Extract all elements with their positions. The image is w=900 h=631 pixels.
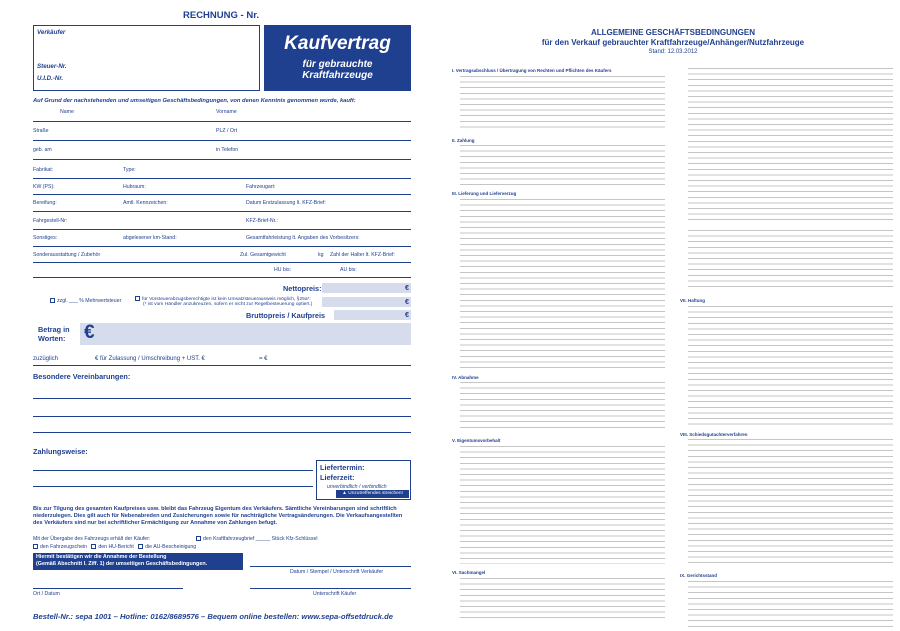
- make-label: Fabrikat:: [33, 167, 54, 173]
- field-line[interactable]: [33, 262, 411, 263]
- terms-section-5-text: [460, 446, 665, 564]
- net-price-label: Nettopreis:: [283, 284, 322, 293]
- seller-signature-label: Datum / Stempel / Unterschrift Verkäufer: [290, 569, 384, 575]
- phone-label: in Telefon: [216, 147, 239, 153]
- gross-weight-label: Zul. Gesamtgewicht: [240, 252, 286, 258]
- hu-report-checkbox[interactable]: [91, 544, 96, 549]
- terms-section-6-end: [688, 230, 893, 290]
- doc-checkbox-row: den Kraftfahrzeugbrief _____ Stück Kfz-Schlüssel: [196, 536, 318, 542]
- gross-price-field[interactable]: [334, 310, 411, 320]
- au-label: AU bis:: [340, 267, 357, 273]
- delivery-date-label: Liefertermin:: [320, 463, 365, 472]
- field-line[interactable]: [33, 432, 411, 433]
- euro-sign: €: [404, 297, 409, 306]
- amount-words-field[interactable]: [80, 323, 411, 345]
- plus-label: zuzüglich: [33, 356, 59, 362]
- vat-checkbox[interactable]: [50, 298, 55, 303]
- field-line[interactable]: [33, 194, 411, 195]
- page-title: Kaufvertrag: [284, 33, 391, 54]
- first-registration-label: Datum Erstzulassung lt. KFZ-Brief:: [246, 200, 326, 206]
- registration-doc-checkbox[interactable]: [196, 536, 201, 541]
- terms-section-3-heading: III. Lieferung und Lieferverzug: [452, 191, 517, 197]
- subtitle-2: Kraftfahrzeuge: [302, 70, 373, 81]
- owner-count-label: Zahl der Halter lt. KFZ-Brief:: [330, 252, 395, 258]
- terms-date: Stand: 12.03.2012: [648, 49, 698, 55]
- field-line[interactable]: [33, 277, 411, 278]
- vat-field[interactable]: [322, 297, 411, 307]
- field-line[interactable]: [33, 211, 411, 212]
- terms-section-4-heading: IV. Abnahme: [452, 374, 479, 380]
- terms-section-5-heading: V. Eigentumsvorbehalt: [452, 438, 501, 444]
- vehicle-type-label: Fahrzeugart:: [246, 184, 276, 190]
- field-line[interactable]: [33, 470, 313, 471]
- odometer-label: abgelesener km-Stand:: [123, 235, 177, 241]
- terms-column-1: [452, 68, 665, 620]
- terms-section-7-heading: VII. Haftung: [680, 298, 705, 303]
- displacement-label: Hubraum:: [123, 184, 146, 190]
- firstname-label: Vorname: [216, 109, 237, 115]
- field-line[interactable]: [33, 178, 411, 179]
- ownership-paragraph: Bis zur Tilgung des gesamten Kaufpreises usw. bleibt das Fahrzeug Eigentum des Verkäufers. Sämtliche Vereinbarungen sind schriftlich niederzulegen. Dies gilt auch für Nebenabreden und Zusicherungen sowie für nachträgliche Vertragsänderungen. Die Verkaufsangestellten des Verkäufers sind nur bei schriftlicher Ermächtigung zur Annahme von Zahlungen befugt.: [33, 506, 403, 526]
- tyres-label: Bereifung:: [33, 200, 57, 206]
- payment-label: Zahlungsweise:: [33, 447, 88, 456]
- terms-section-1-heading: I. Vertragsabschluss / Übertragung von Rechten und Pflichten des Käufers: [452, 68, 612, 73]
- uid-number-label: U.I.D.-Nr.: [37, 75, 64, 82]
- terms-section-8-text: [688, 439, 893, 567]
- terms-section-4-text: [460, 382, 665, 432]
- field-line[interactable]: [33, 398, 411, 399]
- place-date-label: Ort / Datum: [33, 591, 60, 597]
- vehicle-doc-checkbox[interactable]: [33, 544, 38, 549]
- delivery-box: [316, 460, 411, 500]
- total-equals-label: = €: [259, 356, 268, 362]
- terms-section-2-heading: II. Zahlung: [452, 137, 475, 143]
- margin-tax-checkbox[interactable]: [135, 296, 140, 301]
- gross-price-label: Bruttopreis / Kaufpreis: [246, 311, 326, 320]
- special-agreements-label: Besondere Vereinbarungen:: [33, 372, 131, 381]
- type-label: Type:: [123, 167, 136, 173]
- terms-section-3-text: [460, 199, 665, 369]
- euro-sign: €: [404, 310, 409, 319]
- vin-label: Fahrgestell-Nr:: [33, 218, 68, 224]
- delivery-time-label: Lieferzeit:: [320, 473, 355, 482]
- subtitle-1: für gebrauchte: [302, 59, 373, 70]
- acceptance-banner: [33, 553, 243, 570]
- street-label: Straße: [33, 128, 49, 134]
- terms-subtitle: für den Verkauf gebrauchter Kraftfahrzeuge/Anhänger/Nutzfahrzeuge: [541, 38, 805, 47]
- intro-text: Auf Grund der nachstehenden und umseitigen Geschäftsbedingungen, von denen Kenntnis genommen wurde, kauft:: [33, 98, 356, 104]
- field-line[interactable]: [33, 486, 313, 487]
- terms-section-6-heading: VI. Sachmangel: [452, 569, 486, 575]
- terms-section-6-continued: [688, 68, 893, 224]
- margin-tax-row: für Vorsteuerabzugsberechtigte ist kein Umsatzsteuerausweis möglich, §25a*:: [135, 296, 311, 302]
- net-price-field[interactable]: [322, 283, 411, 293]
- field-line[interactable]: [33, 246, 411, 247]
- terms-section-1-text: [460, 76, 665, 132]
- hu-label: HU bis:: [274, 267, 292, 273]
- terms-section-2-text: [460, 145, 665, 185]
- terms-column-2: [680, 68, 893, 631]
- buyer-signature-label: Unterschrift Käufer: [313, 591, 357, 597]
- handover-label: Mit der Übergabe des Fahrzeugs erhält der Käufer:: [33, 536, 151, 542]
- registration-fee-label: € für Zulassung / Umschreibung + UST. €: [95, 356, 205, 362]
- kw-label: KW (PS):: [33, 184, 55, 190]
- au-certificate-checkbox[interactable]: [138, 544, 143, 549]
- strike-note: ▲ Unzutreffendes streichen!: [336, 490, 409, 498]
- birthdate-label: geb. am: [33, 147, 52, 153]
- registration-doc-label: KFZ-Brief-Nr.:: [246, 218, 278, 224]
- euro-sign: €: [404, 283, 409, 292]
- field-line[interactable]: [33, 416, 411, 417]
- vat-row: zzgl. ___ % Mehrwertsteuer: [50, 298, 121, 304]
- field-line: [33, 365, 411, 366]
- terms-section-7-text: [688, 306, 893, 426]
- name-label: Name: [60, 109, 74, 115]
- terms-title: ALLGEMEINE GESCHÄFTSBEDINGUNGEN: [590, 28, 755, 37]
- seller-signature-line[interactable]: [250, 566, 411, 567]
- place-date-line[interactable]: [33, 588, 183, 589]
- zip-city-label: PLZ / Ort: [216, 128, 238, 134]
- total-mileage-label: Gesamtfahrleistung lt. Angaben des Vorbesitzers:: [246, 235, 360, 241]
- kg-label: kg: [318, 252, 324, 258]
- terms-section-8-heading: VIII. Schiedsgutachterverfahren: [680, 431, 748, 437]
- amount-words-label-2: Worten:: [38, 334, 66, 343]
- binding-label: unverbindlich / verbindlich: [327, 484, 387, 490]
- acceptance-line-2: (Gemäß Abschnitt I. Ziff. 1) der umseitigen Geschäftsbedingungen.: [36, 561, 208, 568]
- tax-number-label: Steuer-Nr.: [37, 63, 67, 70]
- footer-order-info[interactable]: Bestell-Nr.: sepa 1001 – Hotline: 0162/8689576 – Bequem online bestellen: www.sepa-offsetdruck.de: [33, 612, 393, 621]
- rechnung-label: RECHNUNG - Nr.: [183, 10, 260, 21]
- acceptance-line-1: Hiermit bestätigen wir die Annahme der Bestellung: [36, 554, 167, 560]
- field-line[interactable]: [33, 229, 411, 230]
- seller-box[interactable]: [33, 25, 260, 91]
- doc-checkbox-row-2: den Fahrzeugschein den HU-Bericht die AU-Bescheinigung: [33, 544, 196, 550]
- terms-section-6-text: [460, 578, 665, 620]
- plate-label: Amtl. Kennzeichen:: [123, 200, 168, 206]
- misc-label: Sonstiges:: [33, 235, 58, 241]
- field-line[interactable]: [33, 121, 411, 122]
- euro-icon: €: [84, 322, 95, 343]
- seller-label: Verkäufer: [37, 29, 66, 36]
- amount-words-label: Betrag in: [38, 325, 70, 334]
- extras-label: Sonderausstattung / Zubehör: [33, 252, 101, 258]
- terms-section-9-heading: IX. Gerichtsstand: [680, 573, 718, 579]
- field-line[interactable]: [33, 140, 411, 141]
- terms-section-9-text: [688, 581, 893, 631]
- margin-tax-note: (* ist vom Händler anzukreuzen, sofern er nicht zur Regelbesteuerung optiert.): [143, 302, 313, 307]
- buyer-signature-line[interactable]: [250, 588, 411, 589]
- field-line[interactable]: [33, 159, 411, 160]
- title-block: [264, 25, 411, 91]
